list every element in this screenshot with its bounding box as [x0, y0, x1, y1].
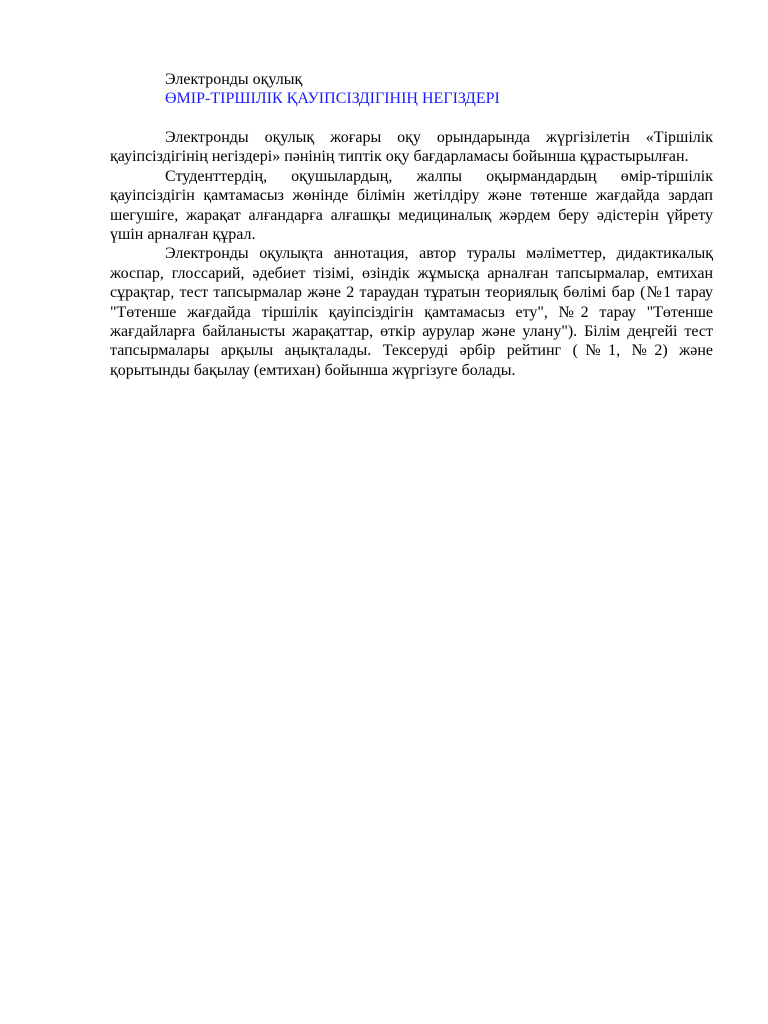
document-subtitle: Электронды оқулық	[165, 71, 303, 88]
spacer	[110, 108, 713, 128]
document-title: ӨМІР-ТІРШІЛІК ҚАУІПСІЗДІГІНІҢ НЕГІЗДЕРІ	[165, 90, 500, 107]
document-page	[110, 70, 713, 380]
paragraph-purpose: Студенттердің, оқушылардың, жалпы оқырмандардың өмір-тіршілік қауіпсіздігін қамтамасыз жөнінде білімін жетілдіру және төтенше жағдайда зардап шегушіге, жарақат алғандарға алғашқы медициналық жәрдем беру әдістерін үйрету үшін арналған құрал.	[110, 167, 713, 244]
paragraph-intro: Электронды оқулық жоғары оқу орындарында жүргізілетін «Тіршілік қауіпсіздігінің негіздері» пәнінің типтік оқу бағдарламасы бойынша құрастырылған.	[110, 129, 713, 166]
paragraph-contents: Электронды оқулықта аннотация, автор туралы мәліметтер, дидактикалық жоспар, глоссарий, әдебиет тізімі, өзіндік жұмысқа арналған тапсырмалар, емтихан сұрақтар, тест тапсырмалар және 2 тараудан тұратын теориялық бөлімі бар (№1 тарау "Төтенше жағдайда тіршілік қауіпсіздігін қамтамасыз ету", №2 тарау "Төтенше жағдайларға байланысты жарақаттар, өткір аурулар және улану"). Білім деңгейі тест тапсырмалары арқылы аңықталады. Тексеруді әрбір рейтинг (№1, №2) және қорытынды бақылау (емтихан) бойынша жүргізуге болады.	[110, 245, 713, 379]
